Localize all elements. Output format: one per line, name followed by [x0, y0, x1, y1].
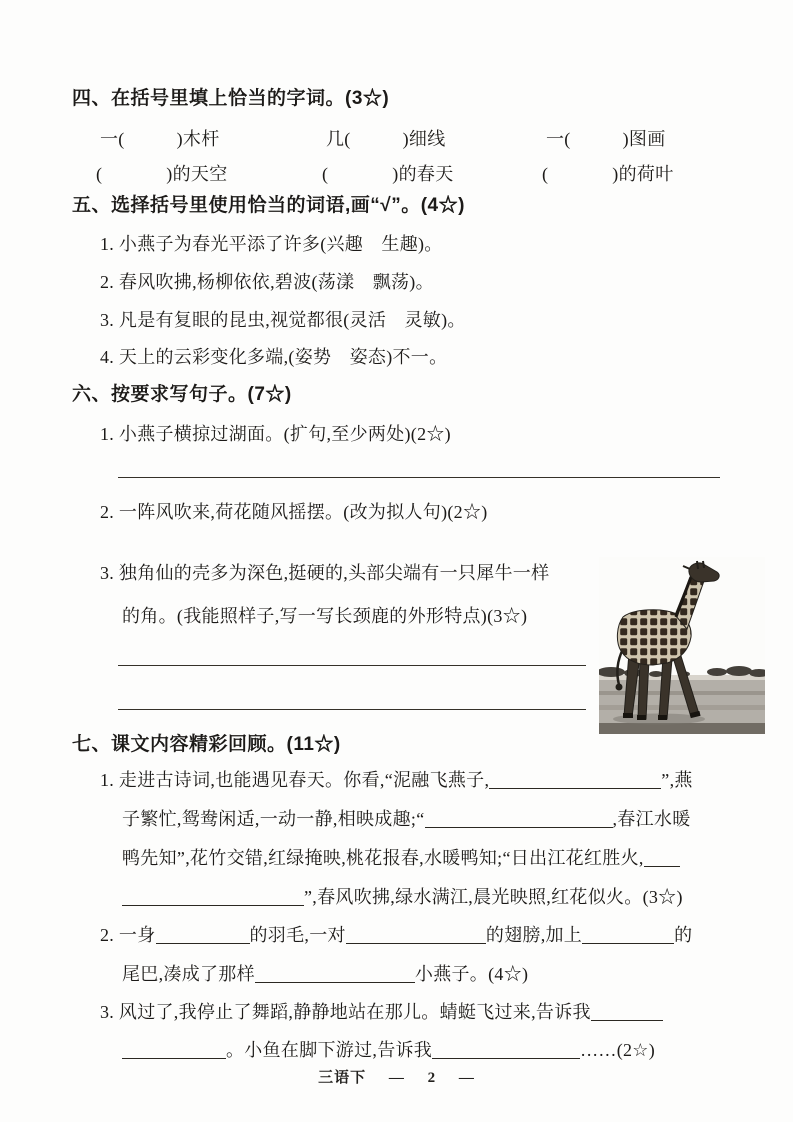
- section-6-title: 六、按要求写句子。(7☆): [72, 384, 292, 405]
- section-7-title: 七、课文内容精彩回顾。(11☆): [72, 734, 341, 755]
- text-run: )图画: [622, 129, 666, 149]
- section-7-item-1-line-2: [122, 806, 691, 832]
- fill-in-blank: [489, 784, 661, 789]
- text-run: 1. 走进古诗词,也能遇见春天。你看,“泥融飞燕子,: [100, 770, 490, 790]
- text-run: )木杆: [176, 129, 220, 149]
- text-run: 的: [674, 925, 693, 945]
- text-run: 的羽毛,一对: [249, 925, 346, 945]
- section-7-item-2-line-2: [122, 961, 528, 987]
- section-5-title: 五、选择括号里使用恰当的词语,画“√”。(4☆): [72, 195, 465, 216]
- text-run: (: [96, 164, 103, 184]
- fill-in-blank: [425, 823, 613, 828]
- section-7-item-1-line-1: [100, 767, 693, 793]
- section-6-item-1: 1. 小燕子横掠过湖面。(扩句,至少两处)(2☆): [100, 424, 451, 444]
- section-7-item-2-line-1: [100, 922, 692, 948]
- fill-in-blank: [156, 939, 250, 944]
- section-7-item-3-line-1: [100, 999, 663, 1025]
- section-6-item-3-line-2: 的角。(我能照样子,写一写长颈鹿的外形特点)(3☆): [122, 606, 528, 626]
- text-run: 2. 一身: [100, 925, 156, 945]
- footer-dash-right: —: [458, 1070, 475, 1086]
- section-7-item-1-line-4: [122, 884, 683, 910]
- text-run: 子繁忙,鸳鸯闲适,一动一静,相映成趣;“: [122, 809, 425, 829]
- section-6-item-2: 2. 一阵风吹来,荷花随风摇摆。(改为拟人句)(2☆): [100, 502, 488, 522]
- footer-page-number: 2: [427, 1070, 437, 1086]
- text-run: )的春天: [392, 164, 454, 184]
- text-run: 3. 风过了,我停止了舞蹈,静静地站在那儿。蜻蜓飞过来,告诉我: [100, 1002, 591, 1022]
- text-run: ……(2☆): [580, 1040, 656, 1060]
- answer-line: [118, 709, 586, 710]
- section-5-item-4: 4. 天上的云彩变化多端,(姿势 姿态)不一。: [100, 347, 448, 367]
- section-4-blank-tianKong: [96, 161, 228, 187]
- section-4-blank-tuHua: [546, 126, 666, 152]
- text-run: (: [542, 164, 549, 184]
- text-run: 小燕子。(4☆): [414, 964, 529, 984]
- text-run: )的荷叶: [612, 164, 674, 184]
- fill-in-blank: [582, 939, 674, 944]
- answer-line: [118, 477, 720, 478]
- section-4-title: 四、在括号里填上恰当的字词。(3☆): [72, 88, 390, 109]
- section-5-item-3: 3. 凡是有复眼的昆虫,视觉都很(灵活 灵敏)。: [100, 310, 466, 330]
- page-footer: [0, 1066, 793, 1087]
- fill-in-blank: [122, 901, 304, 906]
- text-run: 。小鱼在脚下游过,告诉我: [226, 1040, 433, 1060]
- text-run: 的翅膀,加上: [485, 925, 583, 945]
- section-5-item-1: 1. 小燕子为春光平添了许多(兴趣 生趣)。: [100, 234, 443, 254]
- fill-in-blank: [591, 1016, 663, 1021]
- section-4-blank-muGan: [100, 126, 220, 152]
- section-4-blank-heYe: [542, 161, 674, 187]
- giraffe-photo: [599, 557, 765, 734]
- text-run: )细线: [402, 129, 446, 149]
- text-run: ”,春风吹拂,绿水满江,晨光映照,红花似火。(3☆): [304, 887, 683, 907]
- text-run: ”,燕: [661, 770, 693, 790]
- section-6-item-3-line-1: 3. 独角仙的壳多为深色,挺硬的,头部尖端有一只犀牛一样: [100, 563, 550, 583]
- text-run: 尾巴,凑成了那样: [122, 964, 255, 984]
- section-7-item-3-line-2: [122, 1037, 655, 1063]
- footer-book-label: 三语下: [318, 1070, 367, 1086]
- text-run: (: [322, 164, 329, 184]
- text-run: 一(: [546, 129, 571, 149]
- answer-line: [118, 665, 586, 666]
- text-run: 一(: [100, 129, 125, 149]
- text-run: ,春江水暖: [612, 809, 691, 829]
- footer-dash-left: —: [388, 1070, 405, 1086]
- section-4-blank-xiXian: [326, 126, 446, 152]
- fill-in-blank: [346, 939, 486, 944]
- fill-in-blank: [432, 1054, 580, 1059]
- fill-in-blank: [644, 862, 680, 867]
- section-5-item-2: 2. 春风吹拂,杨柳依依,碧波(荡漾 飘荡)。: [100, 272, 434, 292]
- section-7-item-1-line-3: [122, 845, 680, 871]
- fill-in-blank: [255, 978, 415, 983]
- text-run: 几(: [326, 129, 351, 149]
- section-4-blank-chunTian: [322, 161, 454, 187]
- text-run: )的天空: [166, 164, 228, 184]
- fill-in-blank: [122, 1054, 226, 1059]
- text-run: 鸭先知”,花竹交错,红绿掩映,桃花报春,水暖鸭知;“日出江花红胜火,: [122, 848, 644, 868]
